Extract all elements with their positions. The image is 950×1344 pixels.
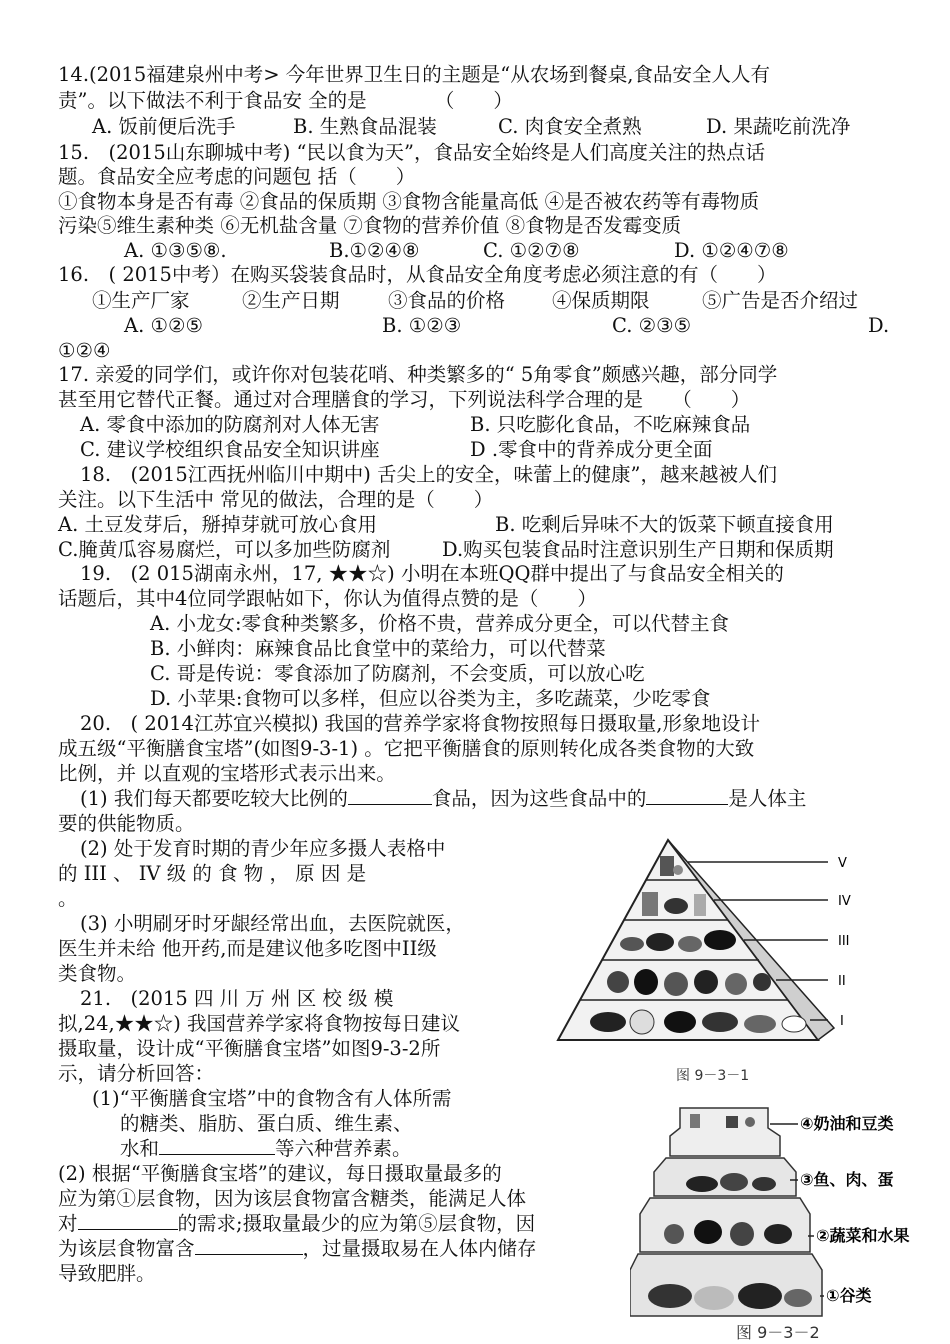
- q20-stem-line1: 20. ( 2014江苏宜兴模拟) 我国的营养学家将食物按照每日摄取量,形象地设计: [80, 712, 760, 735]
- q20-stem-line3: 比例，并 以直观的宝塔形式表示出来。: [58, 762, 396, 785]
- q20-part1-line1: [80, 786, 806, 812]
- q20-part2-line2: 的 III 、 IV 级 的 食 物 ， 原 因 是: [58, 862, 367, 885]
- q21-part1-line2: 的糖类、脂肪、蛋白质、维生素、: [120, 1112, 413, 1135]
- q15-option-a: A. ①③⑤⑧.: [124, 239, 227, 262]
- q14-option-d: D. 果蔬吃前洗净: [706, 115, 851, 138]
- q21-blank-3[interactable]: [195, 1236, 303, 1255]
- q21-part2-line3: [58, 1211, 535, 1237]
- q20-part1-text-a: (1) 我们每天都要吃较大比例的: [80, 787, 348, 810]
- q19-option-c: C. 哥是传说：零食添加了防腐剂，不会变质，可以放心吃: [150, 662, 645, 685]
- q21-part2-line2: 应为第①层食物，因为该层食物富含糖类，能满足人体: [58, 1187, 527, 1210]
- q18-option-b: B. 吃剩后异味不大的饭菜下顿直接食用: [495, 513, 834, 536]
- q21-blank-1[interactable]: [159, 1136, 275, 1155]
- q16-item-1: ①生产厂家: [92, 289, 190, 312]
- q15-option-c: C. ①②⑦⑧: [483, 239, 580, 262]
- q21-part1-line1: (1)“平衡膳食宝塔”中的食物含有人体所需: [92, 1087, 452, 1110]
- q16-option-c: C. ②③⑤: [612, 314, 692, 337]
- pagoda-label: ④奶油和豆类: [800, 1114, 894, 1133]
- q16-option-a: A. ①②⑤: [124, 314, 203, 337]
- figure-caption: 图 9－3－2: [736, 1323, 820, 1340]
- q21-part2-text-b: 的需求;摄取量最少的应为第⑤层食物，因: [177, 1212, 536, 1235]
- q19-stem-line1: 19. (2 015湖南永州，17, ★★☆) 小明在本班QQ群中提出了与食品安全相关的: [80, 562, 784, 585]
- q15-option-d: D. ①②④⑦⑧: [674, 239, 789, 262]
- pagoda-label: ①谷类: [826, 1286, 872, 1305]
- pyramid-level-label: V: [838, 856, 847, 871]
- q15-option-b: B.①②④⑧: [329, 239, 420, 262]
- q21-part2-line5: 导致肥胖。: [58, 1262, 156, 1285]
- q17-option-d: D .零食中的背养成分更全面: [470, 438, 713, 461]
- q19-option-b: B. 小鲜肉：麻辣食品比食堂中的菜给力，可以代替菜: [150, 637, 606, 660]
- q16-item-2: ②生产日期: [242, 289, 340, 312]
- pagoda-tier-2: [640, 1198, 810, 1252]
- q20-part1-line2: 要的供能物质。: [58, 812, 195, 835]
- q17-option-b: B. 只吃膨化食品，不吃麻辣食品: [470, 413, 751, 436]
- q18-option-d: D.购买包装食品时注意识别生产日期和保质期: [442, 538, 834, 561]
- figure-caption: 图 9－3－1: [676, 1068, 750, 1082]
- q21-stem-line3: 摄取量，设计成“平衡膳食宝塔”如图9-3-2所: [58, 1037, 441, 1060]
- q16-stem-line1: 16. ( 2015中考）在购买袋装食品时，从食品安全角度考虑必须注意的有（ ）: [58, 263, 777, 286]
- q16-option-b: B. ①②③: [382, 314, 462, 337]
- q20-blank-2[interactable]: [646, 786, 728, 805]
- food-pagoda-figure: [630, 1084, 930, 1340]
- q20-part2-line1: (2) 处于发育时期的青少年应多摄人表格中: [80, 837, 446, 860]
- q18-option-c: C.腌黄瓜容易腐烂，可以多加些防腐剂: [58, 538, 391, 561]
- q18-option-a: A. 土豆发芽后，掰掉芽就可放心食用: [58, 513, 377, 536]
- q19-option-d: D. 小苹果:食物可以多样，但应以谷类为主，多吃蔬菜，少吃零食: [150, 687, 711, 710]
- q20-part1-text-c: 是人体主: [728, 787, 807, 810]
- q17-option-c: C. 建议学校组织食品安全知识讲座: [80, 438, 380, 461]
- q14-stem-line2: 责”。以下做法不利于食品安 全的是 （ ）: [58, 89, 513, 112]
- q16-option-d-value: ①②④: [58, 339, 111, 362]
- q20-part3-line2: 医生并未给 他开药,而是建议他多吃图中II级: [58, 937, 437, 960]
- q15-stem-line1: 15. (2015山东聊城中考) “民以食为天”，食品安全始终是人们高度关注的热点话: [58, 141, 765, 164]
- q21-part2-text-d: ，过量摄取易在人体内储存: [302, 1237, 537, 1260]
- q21-part2-text-c: 为该层食物富含: [58, 1237, 195, 1260]
- q18-stem-line2: 关注。以下生活中 常见的做法，合理的是（ ）: [58, 488, 494, 511]
- q16-item-3: ③食品的价格: [388, 289, 506, 312]
- q19-option-a: A. 小龙女:零食种类繁多，价格不贵，营养成分更全，可以代替主食: [150, 612, 730, 635]
- q17-stem-line2: 甚至用它替代正餐。通过对合理膳食的学习，下列说法科学合理的是 （ ）: [58, 388, 751, 411]
- q14-option-a: A. 饭前便后洗手: [92, 115, 236, 138]
- q21-part2-text-a: 对: [58, 1212, 78, 1235]
- q20-part3-line1: (3) 小明刷牙时牙龈经常出血，去医院就医，: [80, 912, 465, 935]
- q21-part2-line4: [58, 1236, 537, 1262]
- q15-stem-line2: 题。食品安全应考虑的问题包 括（ ）: [58, 165, 416, 188]
- q14-option-b: B. 生熟食品混装: [293, 115, 437, 138]
- pagoda-label: ③鱼、肉、蛋: [800, 1170, 894, 1189]
- pyramid-level-label: I: [840, 1014, 844, 1029]
- q16-item-5: ⑤广告是否介绍过: [702, 289, 859, 312]
- q15-stem-line3: ①食物本身是否有毒 ②食品的保质期 ③食物含能量高低 ④是否被农药等有毒物质: [58, 190, 760, 213]
- q18-stem-line1: 18. (2015江西抚州临川中期中) 舌尖上的安全，味蕾上的健康”，越来越被人们: [80, 463, 778, 486]
- pyramid-level-label: II: [838, 974, 846, 989]
- q20-blank-1[interactable]: [348, 786, 432, 805]
- food-pyramid-figure: [548, 832, 900, 1082]
- q19-stem-line2: 话题后，其中4位同学跟帖如下，你认为值得点赞的是（ ）: [58, 587, 597, 610]
- pyramid-level-label: III: [838, 934, 850, 949]
- q21-part1-text-b: 等六种营养素。: [275, 1137, 412, 1160]
- q17-stem-line1: 17. 亲爱的同学们，或许你对包装花哨、种类繁多的“ 5角零食”颇感兴趣，部分同学: [58, 363, 778, 386]
- pyramid-level-label: IV: [838, 894, 851, 909]
- q20-part1-text-b: 食品，因为这些食品中的: [431, 787, 647, 810]
- q20-part2-line3: 。: [58, 887, 78, 910]
- q20-stem-line2: 成五级“平衡膳食宝塔”(如图9-3-1) 。它把平衡膳食的原则转化成各类食物的大致: [58, 737, 755, 760]
- q16-item-4: ④保质期限: [552, 289, 650, 312]
- q21-stem-line4: 示，请分析回答：: [58, 1062, 215, 1085]
- q21-stem-line2: 拟,24,★★☆) 我国营养学家将食物按每日建议: [58, 1012, 461, 1035]
- q20-part3-line3: 类食物。: [58, 962, 137, 985]
- pagoda-label: ②蔬菜和水果: [816, 1226, 910, 1245]
- q14-stem-line1: 14.(2015福建泉州中考> 今年世界卫生日的主题是“从农场到餐桌,食品安全人人有: [58, 63, 770, 86]
- q21-stem-line1: 21. (2015 四 川 万 州 区 校 级 模: [80, 987, 394, 1010]
- q16-option-d: D.: [868, 314, 890, 337]
- q21-part2-line1: (2) 根据“平衡膳食宝塔”的建议，每日摄取量最多的: [58, 1162, 502, 1185]
- q17-option-a: A. 零食中添加的防腐剂对人体无害: [80, 413, 380, 436]
- q14-option-c: C. 肉食安全煮熟: [498, 115, 642, 138]
- q21-part1-text-a: 水和: [120, 1137, 160, 1160]
- q21-blank-2[interactable]: [78, 1211, 178, 1230]
- q15-stem-line4: 污染⑤维生素种类 ⑥无机盐含量 ⑦食物的营养价值 ⑧食物是否发霉变质: [58, 214, 682, 237]
- q21-part1-line3: [120, 1136, 412, 1162]
- pagoda-top-tier: [670, 1108, 780, 1156]
